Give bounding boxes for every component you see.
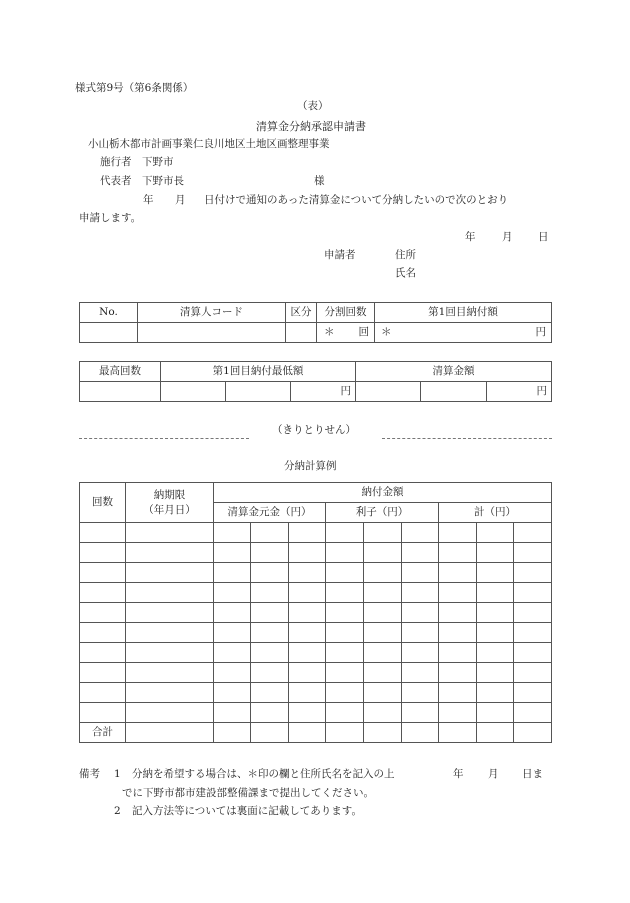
calc-row (80, 623, 552, 643)
calc-cell[interactable] (439, 543, 477, 563)
calc-cell[interactable] (439, 523, 477, 543)
calc-cell[interactable] (477, 663, 514, 683)
cell-installments[interactable] (317, 323, 375, 343)
total-cell[interactable] (439, 723, 477, 743)
calc-cell[interactable] (214, 703, 251, 723)
calc-cell[interactable] (364, 563, 402, 583)
calc-table (79, 482, 552, 743)
calc-row (80, 703, 552, 723)
calc-cell[interactable] (439, 703, 477, 723)
amount-table (79, 361, 552, 402)
calc-cell[interactable] (402, 643, 439, 663)
calc-cell[interactable] (214, 663, 251, 683)
cell-category[interactable] (286, 323, 317, 343)
calc-cell[interactable] (251, 603, 289, 623)
calc-cell[interactable] (126, 583, 214, 603)
total-row-label: 合計 (80, 723, 126, 743)
star-mark: ＊ (324, 326, 335, 338)
calc-row (80, 583, 552, 603)
form-number: 様式第9号（第6条関係） (75, 82, 194, 94)
calc-cell[interactable] (402, 683, 439, 703)
header-code: 清算人コード (138, 303, 286, 323)
calc-cell[interactable] (514, 523, 552, 543)
calc-cell[interactable] (126, 643, 214, 663)
calc-cell[interactable] (214, 583, 251, 603)
executor: 施行者 下野市 (100, 156, 174, 168)
calc-cell[interactable] (477, 563, 514, 583)
calc-cell[interactable] (126, 543, 214, 563)
calc-cell[interactable] (439, 643, 477, 663)
calc-cell[interactable] (402, 563, 439, 583)
calc-cell[interactable] (80, 523, 126, 543)
header-deadline (126, 483, 214, 523)
intro-text: 日付けで通知のあった清算金について分納したいので次のとおり (204, 194, 509, 206)
calc-cell[interactable] (289, 683, 326, 703)
calc-cell[interactable] (514, 563, 552, 583)
calc-cell[interactable] (289, 603, 326, 623)
calc-cell[interactable] (289, 563, 326, 583)
calc-cell[interactable] (439, 663, 477, 683)
calc-cell[interactable] (326, 543, 364, 563)
calc-cell[interactable] (289, 643, 326, 663)
calc-cell[interactable] (402, 703, 439, 723)
header-category: 区分 (286, 303, 317, 323)
calc-cell[interactable] (514, 603, 552, 623)
date-month: 月 (502, 231, 513, 243)
calc-cell[interactable] (364, 623, 402, 643)
cell-min-first-2[interactable] (226, 382, 291, 402)
calc-cell[interactable] (126, 663, 214, 683)
applicant-label: 申請者 (324, 249, 356, 261)
total-cell[interactable] (326, 723, 364, 743)
total-cell[interactable] (126, 723, 214, 743)
calc-cell[interactable] (439, 623, 477, 643)
calc-cell[interactable] (251, 703, 289, 723)
calc-cell[interactable] (289, 623, 326, 643)
application-table (79, 302, 552, 343)
calc-cell[interactable] (477, 523, 514, 543)
total-cell[interactable] (289, 723, 326, 743)
calc-cell[interactable] (326, 643, 364, 663)
calc-cell[interactable] (80, 543, 126, 563)
header-deadline-label: 納期限 (153, 488, 186, 501)
calc-cell[interactable] (251, 623, 289, 643)
calc-cell[interactable] (439, 563, 477, 583)
calc-cell[interactable] (251, 523, 289, 543)
notes-label: 備考 (79, 768, 100, 780)
calc-cell[interactable] (439, 603, 477, 623)
calc-cell[interactable] (402, 523, 439, 543)
calc-cell[interactable] (80, 683, 126, 703)
calc-cell[interactable] (514, 683, 552, 703)
calc-cell[interactable] (214, 603, 251, 623)
calc-cell[interactable] (477, 583, 514, 603)
calc-row (80, 523, 552, 543)
address-label: 住所 (395, 249, 416, 261)
honorific: 様 (314, 175, 325, 187)
date-year: 年 (465, 231, 476, 243)
cell-max-count[interactable] (80, 382, 161, 402)
note-1-year: 年 (453, 768, 464, 780)
calc-cell[interactable] (514, 643, 552, 663)
cell-no[interactable] (80, 323, 138, 343)
page-title: 清算金分納承認申請書 (256, 120, 366, 133)
calc-cell[interactable] (251, 643, 289, 663)
header-deadline-sub: （年月日） (143, 503, 196, 516)
cell-settlement-1[interactable] (356, 382, 421, 402)
header-installments: 分割回数 (317, 303, 375, 323)
header-total: 計（円） (439, 503, 552, 523)
calc-cell[interactable] (289, 583, 326, 603)
calc-cell[interactable] (80, 643, 126, 663)
note-1-continued: でに下野市都市建設部整備課まで提出してください。 (122, 787, 374, 799)
intro-line2: 申請します。 (79, 212, 142, 224)
intro-month: 月 (175, 194, 186, 206)
calc-cell[interactable] (326, 583, 364, 603)
calc-cell[interactable] (439, 683, 477, 703)
header-payment: 納付金額 (214, 483, 552, 503)
representative: 代表者 下野市長 (100, 175, 184, 187)
calc-cell[interactable] (326, 603, 364, 623)
calc-cell[interactable] (126, 523, 214, 543)
calc-cell[interactable] (214, 563, 251, 583)
total-cell[interactable] (514, 723, 552, 743)
calc-title: 分納計算例 (284, 460, 337, 472)
cell-min-first-3[interactable]: 円 (291, 382, 356, 402)
calc-cell[interactable] (126, 603, 214, 623)
total-cell[interactable] (402, 723, 439, 743)
calc-cell[interactable] (402, 623, 439, 643)
header-interest: 利子（円） (326, 503, 439, 523)
header-count: 回数 (80, 483, 126, 523)
calc-cell[interactable] (214, 623, 251, 643)
calc-cell[interactable] (251, 563, 289, 583)
calc-cell[interactable] (326, 683, 364, 703)
calc-row (80, 683, 552, 703)
calc-cell[interactable] (364, 523, 402, 543)
calc-cell[interactable] (126, 683, 214, 703)
calc-cell[interactable] (80, 603, 126, 623)
calc-cell[interactable] (289, 523, 326, 543)
calc-cell[interactable] (80, 703, 126, 723)
cell-code[interactable] (138, 323, 286, 343)
calc-cell[interactable] (514, 663, 552, 683)
note-2-number: 2 (114, 805, 121, 817)
calc-cell[interactable] (80, 583, 126, 603)
project-name: 小山栃木都市計画事業仁良川地区土地区画整理事業 (88, 138, 330, 150)
calc-cell[interactable] (364, 643, 402, 663)
times-unit: 回 (358, 326, 369, 338)
calc-cell[interactable] (251, 663, 289, 683)
header-min-first: 第1回目納付最低額 (161, 362, 356, 382)
name-label: 氏名 (395, 267, 416, 279)
calc-cell[interactable] (80, 623, 126, 643)
cell-settlement-3[interactable]: 円 (487, 382, 552, 402)
calc-cell[interactable] (402, 663, 439, 683)
calc-cell[interactable] (251, 683, 289, 703)
calc-cell[interactable] (326, 563, 364, 583)
calc-cell[interactable] (251, 583, 289, 603)
cut-line-left (79, 438, 249, 439)
total-cell[interactable] (214, 723, 251, 743)
calc-cell[interactable] (439, 583, 477, 603)
calc-row (80, 603, 552, 623)
calc-row (80, 563, 552, 583)
header-no: No. (80, 303, 138, 323)
calc-cell[interactable] (326, 663, 364, 683)
calc-cell[interactable] (364, 683, 402, 703)
note-1-text: 分納を希望する場合は、＊印の欄と住所氏名を記入の上 (132, 768, 395, 780)
note-1-month: 月 (488, 768, 499, 780)
side-label: （表） (297, 100, 329, 112)
calc-cell[interactable] (477, 703, 514, 723)
calc-cell[interactable] (402, 583, 439, 603)
calc-cell[interactable] (477, 623, 514, 643)
calc-cell[interactable] (289, 703, 326, 723)
star-mark-2: ＊ (381, 326, 392, 338)
calc-cell[interactable] (214, 543, 251, 563)
calc-cell[interactable] (80, 563, 126, 583)
calc-cell[interactable] (477, 543, 514, 563)
calc-cell[interactable] (214, 523, 251, 543)
calc-cell[interactable] (402, 603, 439, 623)
calc-cell[interactable] (251, 543, 289, 563)
calc-cell[interactable] (514, 543, 552, 563)
calc-cell[interactable] (364, 703, 402, 723)
calc-cell[interactable] (126, 703, 214, 723)
calc-cell[interactable] (477, 683, 514, 703)
calc-cell[interactable] (326, 623, 364, 643)
cell-min-first-1[interactable] (161, 382, 226, 402)
calc-cell[interactable] (364, 543, 402, 563)
cut-line-label: （きりとりせん） (272, 424, 356, 436)
calc-row (80, 643, 552, 663)
intro-year: 年 (143, 194, 154, 206)
calc-cell[interactable] (126, 623, 214, 643)
header-principal: 清算金元金（円） (214, 503, 326, 523)
header-first-payment: 第1回目納付額 (375, 303, 552, 323)
cell-settlement-2[interactable] (421, 382, 487, 402)
calc-cell[interactable] (477, 643, 514, 663)
calc-cell[interactable] (514, 623, 552, 643)
yen-unit: 円 (535, 326, 546, 338)
calc-cell[interactable] (364, 603, 402, 623)
calc-cell[interactable] (477, 603, 514, 623)
header-max-count: 最高回数 (80, 362, 161, 382)
cell-first-payment[interactable] (375, 323, 552, 343)
calc-cell[interactable] (326, 523, 364, 543)
total-cell[interactable] (364, 723, 402, 743)
note-2-text: 記入方法等については裏面に記載してあります。 (132, 805, 362, 817)
calc-cell[interactable] (514, 703, 552, 723)
cut-line-right (382, 438, 552, 439)
calc-row (80, 543, 552, 563)
note-1-number: 1 (114, 768, 121, 780)
calc-cell[interactable] (289, 663, 326, 683)
header-settlement: 清算金額 (356, 362, 552, 382)
calc-cell[interactable] (364, 663, 402, 683)
calc-cell[interactable] (326, 703, 364, 723)
calc-cell[interactable] (514, 583, 552, 603)
calc-cell[interactable] (126, 563, 214, 583)
calc-cell[interactable] (80, 663, 126, 683)
calc-cell[interactable] (364, 583, 402, 603)
total-cell[interactable] (477, 723, 514, 743)
date-day: 日 (538, 231, 549, 243)
calc-row (80, 663, 552, 683)
calc-cell[interactable] (214, 683, 251, 703)
calc-cell[interactable] (289, 543, 326, 563)
calc-cell[interactable] (214, 643, 251, 663)
total-cell[interactable] (251, 723, 289, 743)
note-1-day: 日ま (522, 768, 543, 780)
calc-cell[interactable] (402, 543, 439, 563)
